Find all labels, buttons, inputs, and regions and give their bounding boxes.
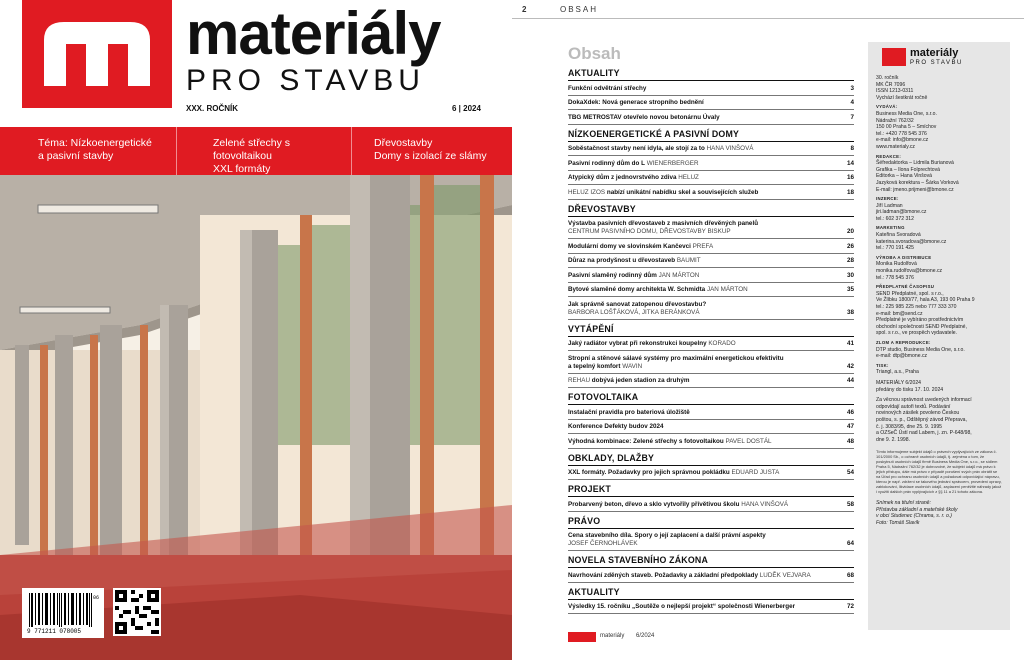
topic-1-line2: a pasivní stavby [38, 150, 114, 163]
page-ref: 48 [846, 437, 854, 445]
imprint-cover-note [876, 500, 1002, 526]
imprint-publisher: e-mail: info@bmone.cz [876, 137, 929, 144]
imprint-subscription: e-mail: bm@send.cz [876, 310, 923, 317]
toc-entry-title [568, 301, 840, 317]
imprint-meta: Vychází šestkrát ročně [876, 94, 928, 101]
barcode [22, 588, 104, 638]
entry-author: HELUZ [678, 174, 699, 181]
imprint-subscription: Ve Žlíbku 1800/77, hala A3, 193 00 Praha 9 [876, 297, 975, 304]
toc-entry-title [568, 272, 840, 280]
toc-entry [568, 81, 854, 96]
table-of-contents [568, 68, 854, 614]
entry-title: Výstavba pasivních dřevostaveb z masivních dřevěných panelů [568, 220, 759, 227]
entry-author: PAVEL DOSTÁL [725, 437, 772, 445]
entry-title: Konference Defekty budov 2024 [568, 423, 664, 430]
toc-entry [568, 351, 854, 374]
page-ref: 20 [846, 228, 854, 235]
toc-entry-title [568, 189, 840, 197]
toc-entry-title [568, 572, 840, 580]
toc-entry-title [568, 469, 840, 477]
entry-author: EDUARD JUSTA [731, 469, 780, 476]
imprint-marketing: Kateřina Svoradová [876, 232, 921, 239]
section-heading: NOVELA STAVEBNÍHO ZÁKONA [568, 555, 854, 568]
imprint-meta: MK ČR 7096 [876, 81, 906, 88]
entry-title: XXL formáty. Požadavky pro jejich správnou pokládku [568, 469, 730, 476]
entry-prefix: HELUZ IZOS [568, 188, 607, 196]
entry-title: Funkční odvětrání střechy [568, 84, 647, 92]
qr-code [113, 588, 161, 636]
toc-entry [568, 217, 854, 240]
toc-entry [568, 337, 854, 352]
imprint-legal: Za věcnou správnost uvedených informací [876, 397, 972, 404]
imprint-dtp: DTP studio, Business Media One, s.r.o. [876, 346, 965, 353]
imprint-subscription: spol. s r.o., ve prospěch vydavatele. [876, 330, 957, 337]
entry-author: CENTRUM PASIVNÍHO DOMU, DŘEVOSTAVBY BISKUP [568, 228, 731, 235]
section-heading: AKTUALITY [568, 587, 854, 600]
imprint-legal: dne 9. 2. 1998. [876, 436, 910, 443]
barcode-addon: 06 [93, 595, 100, 601]
imprint-subscription: obchodní společnosti SEND Předplatné, [876, 323, 967, 330]
page-ref: 26 [846, 242, 854, 250]
toc-entry [568, 529, 854, 552]
topic-3-line1: Dřevostavby [374, 137, 433, 149]
cover-note-line: v obci Studenec (Chrama, s. r. o.) [876, 513, 952, 520]
toc-entry-title [568, 114, 840, 122]
toc-entry-title [568, 85, 840, 93]
page-ref: 64 [846, 540, 854, 547]
page-ref: 14 [846, 159, 854, 167]
imprint-legal: odpovídají autoři textů. Podávání [876, 403, 951, 410]
toc-entry [568, 374, 854, 389]
imprint-subscription: SEND Předplatné, spol. s r.o., [876, 290, 944, 297]
imprint-editorial: Editorka – Hana Vinšová [876, 173, 932, 180]
cover-note-line: Snímek na titulní straně: [876, 500, 931, 507]
toc-entry [568, 239, 854, 254]
entry-author: HANA VINŠOVÁ [741, 500, 789, 508]
entry-title: TBG METROSTAV otevřelo novou betonárnu Úvaly [568, 113, 720, 121]
page-ref: 42 [846, 362, 854, 370]
imprint-heading: VÝROBA A DISTRIBUCE [876, 254, 932, 260]
page-ref: 41 [846, 340, 854, 347]
imprint-legal: a OZSeČ Ústí nad Labem, j. zn. P-648/98, [876, 430, 972, 437]
section-heading: NÍZKOENERGETICKÉ A PASIVNÍ DOMY [568, 129, 854, 142]
page-ref: 30 [846, 271, 854, 279]
entry-title-cont: a tepelný komfort [568, 362, 623, 370]
section-heading: DŘEVOSTAVBY [568, 204, 854, 217]
entry-author: JOSEF ČERNOHLÁVEK [568, 540, 638, 547]
topic-1-line1: Téma: Nízkoenergetické [38, 137, 152, 149]
imprint-publisher: tel.: +420 778 545 376 [876, 130, 927, 137]
page-ref: 18 [846, 188, 854, 196]
imprint-logo [876, 46, 1002, 72]
entry-title: Modulární domy ve slovinském Kančevci [568, 242, 691, 250]
toc-entry-title [568, 220, 840, 236]
toc-entry [568, 600, 854, 615]
imprint-editorial: Jazyková korektura – Šárka Vorková [876, 179, 959, 186]
topic-bar [0, 127, 512, 175]
toc-entry-title [568, 438, 840, 446]
entry-title: Jak správně sanovat zatopenou dřevostavbu? [568, 300, 707, 308]
imprint-privacy-note: Tímto informujeme subjekt údajů o právech vyplývajících ze zákona č. 101/2000 Sb., o ochraně osobních údajů, tj. zejména o tom, že poskytnutí osobních údajů firmě Business Media One, s.r.o., se sídlem Praha 5, Nádražní 762/32 je dobrovolné, že subjekt údajů má právo k jejich přístupu, dále má právo v případě porušení svých práv obrátit se na Úřad pro ochranu osobních údajů a požadovat odpovídající nápravu, kterou je např. zdržení se takového jednání správcem, provedení opravy, zablokování, likvidace osobních údajů, zaplacení peněžité náhrady jakož i využití dalších práv vyplývajících z §§ 11 a 21 tohoto zákona. [876, 449, 1002, 495]
issue-label: 6 | 2024 [452, 104, 481, 113]
toc-entry-title [568, 355, 840, 371]
toc-entry [568, 497, 854, 512]
entry-title: nabízí unikátní nabídku skel a souvisejících služeb [606, 188, 759, 196]
brand-logo [22, 0, 172, 108]
section-heading: PROJEKT [568, 484, 854, 497]
page-ref: 28 [846, 257, 854, 264]
page-ref: 3 [850, 84, 854, 92]
imprint-issue-info: MATERIÁLY 6/2024 [876, 379, 922, 386]
toc-entry [568, 283, 854, 298]
toc-entry-title [568, 160, 840, 168]
toc-entry-title [568, 243, 840, 251]
imprint-heading: TISK: [876, 362, 889, 368]
volume-label: XXX. ROČNÍK [186, 104, 239, 113]
entry-title: Pasivní rodinný dům do L [568, 159, 645, 167]
toc-entry [568, 466, 854, 481]
imprint-production: tel.: 778 545 376 [876, 274, 914, 281]
topic-1 [0, 127, 177, 175]
toc-entry-title [568, 340, 840, 348]
imprint-legal: novinových zásilek povoleno Českou [876, 410, 960, 417]
page-ref: 4 [850, 99, 854, 106]
imprint-box [868, 42, 1010, 630]
page-ref: 8 [850, 145, 854, 152]
toc-entry [568, 142, 854, 157]
imprint-publisher: Nádražní 762/32 [876, 117, 914, 124]
toc-entry [568, 405, 854, 420]
entry-author: HANA VINŠOVÁ [706, 145, 754, 152]
imprint-heading: INZERCE: [876, 196, 899, 202]
section-heading: OBKLADY, DLAŽBY [568, 453, 854, 466]
entry-title: Probarvený beton, dřevo a sklo vytvořily přívětivou školu [568, 500, 740, 508]
topic-3 [352, 127, 512, 175]
footer-brand: materiály [600, 633, 625, 639]
page-ref: 54 [846, 469, 854, 476]
toc-entry-title [568, 377, 840, 385]
imprint-dtp: e-mail: dtp@bmone.cz [876, 353, 928, 360]
magazine-title: materiály [186, 0, 441, 67]
topic-3-line2: Domy s izolací ze slámy [374, 150, 487, 163]
toc-entry [568, 185, 854, 200]
toc-entry-title [568, 174, 840, 182]
imprint-heading: VYDÁVÁ: [876, 104, 898, 110]
entry-title: Pasivní slaměný rodinný dům [568, 271, 657, 279]
imprint-heading: REDAKCE: [876, 153, 902, 159]
imprint-ads: jiri.ladman@bmone.cz [876, 209, 927, 216]
page-ref: 44 [846, 377, 854, 384]
toc-page [512, 0, 1024, 660]
imprint-marketing: katerina.svoradova@bmone.cz [876, 238, 947, 245]
page-ref: 72 [846, 603, 854, 610]
imprint-heading: ZLOM A REPRODUKCE: [876, 339, 931, 345]
imprint-publisher: Business Media One, s.r.o. [876, 110, 937, 117]
toc-entry [568, 171, 854, 186]
section-heading: PRÁVO [568, 516, 854, 529]
imprint-ads: Jiří Ladman [876, 202, 903, 209]
page-ref: 16 [846, 174, 854, 181]
page-number: 2 [522, 5, 527, 14]
footer-issue: 6/2024 [636, 633, 655, 639]
entry-title: Navrhování zděných staveb. Požadavky a základní předpoklady [568, 571, 759, 579]
entry-title: Výhodná kombinace: Zelené střechy s fotovoltaikou [568, 437, 724, 445]
entry-title: dobývá jeden stadion za druhým [591, 377, 690, 384]
entry-author: JAN MÁRTON [658, 271, 700, 279]
cover-note-line: Přístavba základní a mateřské školy [876, 506, 958, 513]
entry-author: PREFA [692, 242, 714, 250]
header-rule [512, 18, 1024, 19]
entry-author: WAVIN [622, 362, 643, 370]
entry-author: LUDĚK VEJVARA [759, 571, 811, 579]
toc-entry [568, 254, 854, 269]
toc-entry [568, 96, 854, 111]
imprint-heading: PŘEDPLATNÉ ČASOPISU [876, 284, 935, 290]
entry-title: Cena stavebního díla. Spory o její zaplacení a další právní aspekty [568, 532, 766, 539]
imprint-legal: č. j. 3083/95, dne 25. 9. 1995 [876, 423, 942, 430]
imprint-heading: MARKETING [876, 225, 905, 231]
imprint-logo-subtitle: PRO STAVBU [910, 60, 963, 66]
entry-author: BARBORA LOŠŤÁKOVÁ, JITKA BERÁNKOVÁ [568, 308, 700, 316]
entry-title: Instalační pravidla pro bateriová úložiště [568, 408, 690, 416]
page-ref: 58 [846, 500, 854, 508]
imprint-meta: ISSN 1213-0311 [876, 88, 914, 95]
topic-2-line2: XXL formáty [213, 163, 271, 176]
page-ref: 38 [846, 308, 854, 316]
imprint-production: Monika Rudolfová [876, 261, 917, 268]
toc-entry-title [568, 286, 840, 294]
cover-note-line: Foto: Tomáš Slavík [876, 520, 920, 527]
toc-entry [568, 156, 854, 171]
entry-author: BAUMIT [676, 257, 701, 264]
imprint-legal: poštou, s. p., Odštěpný závod Přeprava, [876, 416, 967, 423]
entry-author: JAN MÁRTON [706, 286, 748, 293]
toc-entry-title [568, 423, 840, 431]
entry-title: Bytové slaměné domy architekta W. Schmidta [568, 286, 706, 293]
footer-logo [568, 632, 596, 642]
imprint-production: monika.rudolfova@bmone.cz [876, 268, 943, 275]
toc-entry [568, 434, 854, 449]
page-ref: 68 [846, 571, 854, 579]
page-title: Obsah [568, 44, 621, 63]
toc-entry [568, 110, 854, 125]
imprint-publisher: 150 00 Praha 5 – Smíchov [876, 124, 937, 131]
toc-entry-title [568, 257, 840, 265]
imprint-editorial: Grafika – Ilona Folprechtová [876, 166, 940, 173]
imprint-marketing: tel.: 770 191 425 [876, 245, 914, 252]
toc-entry [568, 420, 854, 435]
toc-entry [568, 297, 854, 320]
imprint-publisher: www.materialy.cz [876, 143, 915, 150]
imprint-ads: tel.: 602 372 312 [876, 215, 914, 222]
entry-title: Jaký radiátor vybrat při rekonstrukci koupelny [568, 340, 707, 347]
toc-entry-title [568, 501, 840, 509]
topic-2 [177, 127, 352, 175]
entry-title: Výsledky 15. ročníku „Soutěže o nejlepší projekt“ společnosti Wienerberger [568, 603, 796, 610]
magazine-subtitle: PRO STAVBU [186, 64, 425, 97]
entry-author: WIENERBERGER [646, 159, 699, 167]
running-head: OBSAH [560, 5, 599, 14]
section-heading: VYTÁPĚNÍ [568, 324, 854, 337]
imprint-logo-mark [882, 48, 906, 66]
entry-title: Soběstačnost stavby není idyla, ale stojí za to [568, 145, 705, 152]
toc-entry [568, 568, 854, 583]
section-heading: AKTUALITY [568, 68, 854, 81]
imprint-issue-info: předány do tisku 17. 10. 2024 [876, 386, 944, 393]
imprint-subscription: Předplatné je vybíráno prostřednictvím [876, 317, 964, 324]
entry-author: KORADO [708, 340, 736, 347]
page-ref: 47 [846, 423, 854, 430]
entry-prefix: REHAU [568, 377, 592, 384]
entry-title: Důraz na prodyšnost u dřevostaveb [568, 257, 676, 264]
page-ref: 7 [850, 113, 854, 121]
page-ref: 35 [846, 286, 854, 293]
entry-title: Stropní a stěnové sálavé systémy pro maximální energetickou efektivitu [568, 354, 784, 362]
entry-title: Atypický dům z jednovrstvého zdiva [568, 174, 677, 181]
topic-2-line1: Zelené střechy s fotovoltaikou [213, 137, 291, 163]
section-heading: FOTOVOLTAIKA [568, 392, 854, 405]
imprint-subscription: tel.: 225 985 225 nebo 777 333 370 [876, 304, 957, 310]
barcode-number: 9 771211 078005 [27, 628, 82, 635]
toc-entry-title [568, 145, 840, 153]
toc-entry-title [568, 603, 840, 611]
imprint-print: Triangl, a.s., Praha [876, 369, 919, 376]
imprint-text [876, 75, 1002, 527]
toc-entry-title [568, 99, 840, 107]
imprint-meta: 30. ročník [876, 75, 899, 81]
imprint-logo-title: materiály [910, 47, 959, 59]
imprint-editorial: E-mail: jmeno.prijmeni@bmone.cz [876, 186, 954, 193]
toc-entry-title [568, 409, 840, 417]
page-ref: 46 [846, 408, 854, 416]
entry-title: DokaXdek: Nová generace stropního bednění [568, 99, 704, 106]
toc-entry [568, 268, 854, 283]
toc-entry-title [568, 532, 840, 548]
imprint-editorial: Šéfredaktorka – Lidmila Burianová [876, 160, 954, 167]
